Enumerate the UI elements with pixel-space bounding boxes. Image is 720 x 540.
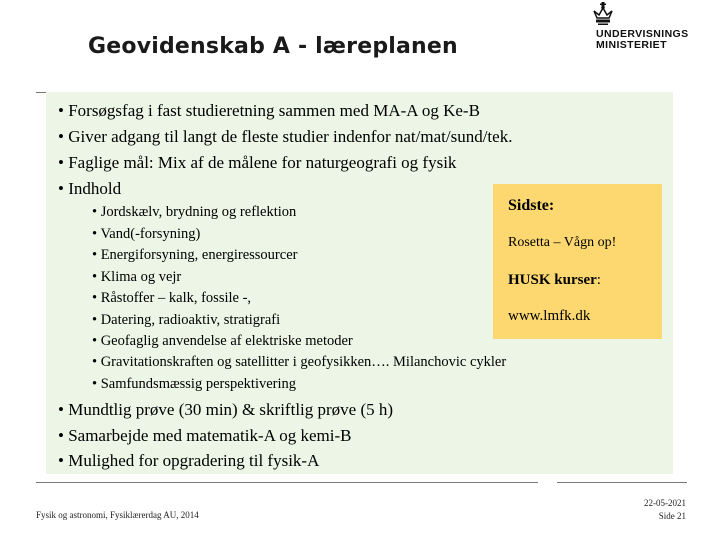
sub-bullet-6: • Datering, radioaktiv, stratigrafi xyxy=(92,312,281,328)
logo-line-1: UNDERVISNINGS xyxy=(596,28,689,40)
logo-line-2: MINISTERIET xyxy=(596,39,667,51)
footer-divider-left xyxy=(36,482,538,483)
sub-bullet-9: • Samfundsmæssig perspektivering xyxy=(92,376,297,392)
sub-bullet-2: • Vand(-forsyning) xyxy=(92,226,201,242)
bullet-4: • Indhold xyxy=(58,179,122,198)
sidste-title: Sidste: xyxy=(508,197,555,214)
sub-bullet-3: • Energiforsyning, energiressourcer xyxy=(92,247,298,263)
slide-title: Geovidenskab A - læreplanen xyxy=(88,34,458,59)
crown-icon xyxy=(590,2,616,28)
bullet-2: • Giver adgang til langt de fleste studier indenfor nat/mat/sund/tek. xyxy=(58,127,513,146)
bullet-1: • Forsøgsfag i fast studieretning sammen med MA-A og Ke-B xyxy=(58,101,480,120)
footer-date: 22-05-2021 xyxy=(644,498,686,508)
sidste-husk xyxy=(508,272,601,289)
footer-meta xyxy=(644,497,686,523)
sub-bullet-1: • Jordskælv, brydning og reflektion xyxy=(92,204,297,220)
sub-bullet-4: • Klima og vejr xyxy=(92,269,182,285)
sidste-callout xyxy=(493,184,662,339)
bullet-3: • Faglige mål: Mix af de målene for naturgeografi og fysik xyxy=(58,153,457,172)
footer-divider-right xyxy=(557,482,687,483)
sidste-url: www.lmfk.dk xyxy=(508,308,591,324)
husk-suffix: : xyxy=(596,272,601,288)
sidste-rosetta: Rosetta – Vågn op! xyxy=(508,235,617,250)
bullet-5: • Mundtlig prøve (30 min) & skriftlig prøve (5 h) xyxy=(58,400,394,419)
logo-text xyxy=(596,29,689,51)
footer-page-number: Side 21 xyxy=(658,511,686,521)
husk-label: HUSK kurser xyxy=(508,272,597,288)
footer-course: Fysik og astronomi, Fysiklærerdag AU, 2014 xyxy=(36,510,199,520)
ministry-logo xyxy=(580,2,710,58)
sub-bullet-5: • Råstoffer – kalk, fossile -, xyxy=(92,290,252,306)
bullet-7: • Mulighed for opgradering til fysik-A xyxy=(58,451,320,470)
bullet-6: • Samarbejde med matematik-A og kemi-B xyxy=(58,426,352,445)
sub-bullet-8: • Gravitationskraften og satellitter i geofysikken…. Milanchovic cykler xyxy=(92,354,507,370)
sub-bullet-7: • Geofaglig anvendelse af elektriske metoder xyxy=(92,333,353,349)
